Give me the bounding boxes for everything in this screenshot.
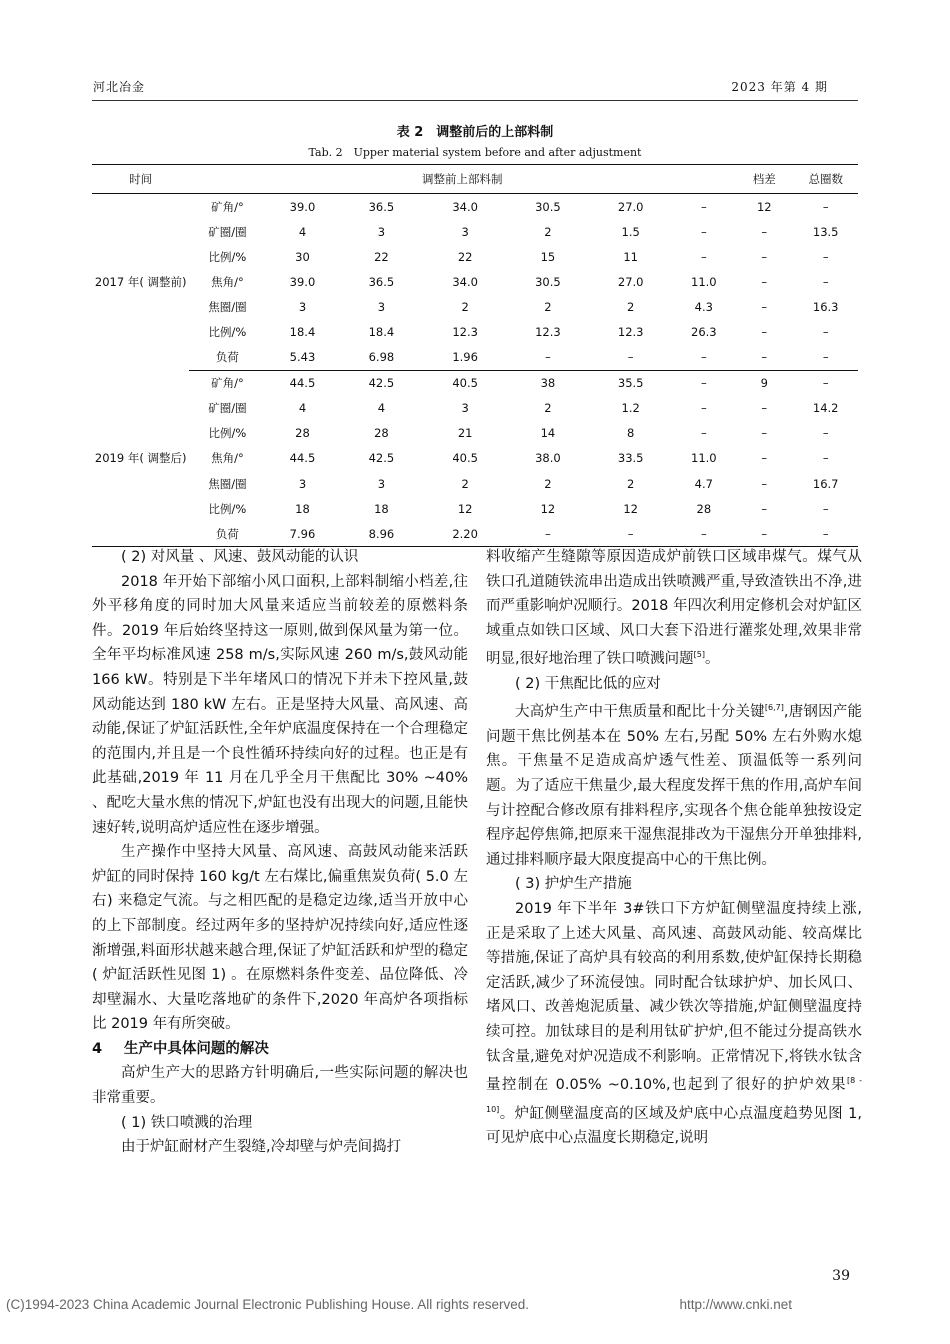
table-cell: 12 — [540, 501, 556, 516]
row-name: 矿圈/圈 — [208, 401, 247, 416]
diff-cell: – — [761, 476, 768, 491]
paragraph-text: ( 3) 护炉生产措施 — [515, 876, 632, 893]
paragraph-text: ( 2) 干焦配比低的应对 — [515, 675, 661, 692]
table-cell: 3 — [377, 299, 386, 314]
table-cell: 15 — [540, 249, 556, 264]
diff-cell: – — [761, 299, 768, 314]
table-cell: – — [700, 199, 707, 214]
group-label: 2017 年( 调整前) — [94, 275, 187, 290]
table-cell: 2 — [544, 401, 552, 416]
table-cell: 2 — [544, 476, 552, 491]
table-cell: 40.5 — [452, 451, 478, 466]
table-cell: 3 — [298, 476, 307, 491]
table-cell: 27.0 — [617, 274, 644, 289]
total-cell: 16.7 — [812, 476, 839, 491]
table-cell: 12.3 — [617, 325, 644, 340]
citation-ref: [6,7] — [764, 703, 784, 713]
citation-ref: [8 - 10] — [486, 1076, 863, 1114]
row-name: 比例/% — [208, 426, 247, 441]
paragraph — [486, 545, 862, 672]
table-row — [92, 421, 858, 446]
table-cell: 33.5 — [617, 451, 644, 466]
total-cell: – — [793, 345, 858, 371]
table-row — [92, 219, 858, 244]
table-caption-cn: 表 2 调整前后的上部料制 — [396, 125, 554, 140]
table-cell: 12.3 — [452, 325, 478, 340]
table-cell: 4 — [298, 224, 307, 239]
table-row — [92, 370, 858, 396]
table-cell: – — [589, 345, 673, 371]
page-number: 39 — [832, 1268, 850, 1284]
diff-cell: – — [735, 345, 793, 371]
table-cell: 3 — [461, 224, 469, 239]
table-cell: 2 — [461, 299, 469, 314]
cnki-url-footer: http://www.cnki.net — [679, 1297, 792, 1312]
paragraph — [486, 897, 862, 1151]
table-cell: 5.43 — [265, 345, 339, 371]
table-cell: 7.96 — [289, 526, 316, 541]
row-name: 比例/% — [208, 501, 247, 516]
table-cell: 18.4 — [368, 325, 395, 340]
table-cell: 28 — [374, 426, 389, 441]
diff-cell: – — [761, 224, 768, 239]
total-cell: – — [822, 376, 829, 391]
table-cell: 11.0 — [691, 274, 717, 289]
table-cell: 3 — [377, 476, 386, 491]
table-cell: – — [673, 345, 736, 371]
table-row — [92, 521, 858, 547]
table-cell: 36.5 — [368, 199, 395, 214]
paragraph-text-cont: 。炉缸侧壁温度高的区域及炉底中心点温度趋势见图 1,可见炉底中心点温度长期稳定,说明 — [486, 1105, 862, 1146]
table-cell: 30 — [295, 249, 310, 264]
table-cell: 12 — [457, 501, 473, 516]
table-cell: 2.20 — [452, 526, 478, 541]
row-name: 焦角/° — [211, 274, 244, 289]
row-name: 矿圈/圈 — [208, 224, 247, 239]
table-cell: 3 — [377, 224, 386, 239]
table-cell: 3 — [461, 401, 469, 416]
table-row — [92, 496, 858, 521]
paragraph — [486, 696, 862, 872]
table-cell: 8.96 — [368, 526, 395, 541]
table-cell: 14 — [540, 426, 556, 441]
table-cell: 39.0 — [289, 274, 316, 289]
table-cell: 1.5 — [621, 224, 640, 239]
table-cell: 2 — [461, 476, 469, 491]
diff-cell: – — [761, 274, 768, 289]
subsection-heading — [486, 672, 862, 697]
table-row — [92, 294, 858, 319]
diff-cell: 9 — [760, 376, 768, 391]
table-row — [92, 345, 858, 371]
table-cell: 3 — [298, 299, 307, 314]
table-cell: 2 — [627, 299, 635, 314]
diff-cell: – — [761, 325, 768, 340]
table-cell: 4.7 — [694, 476, 713, 491]
table-cell: 44.5 — [289, 451, 316, 466]
subsection-heading — [92, 545, 468, 570]
table-cell: 28 — [295, 426, 310, 441]
table-caption-en: Tab. 2 Upper material system before and after adjustment — [308, 146, 642, 159]
row-name: 比例/% — [208, 325, 247, 340]
paragraph-text-cont: 。 — [704, 651, 720, 668]
diff-cell: 12 — [756, 199, 772, 214]
table-cell: – — [700, 426, 707, 441]
paragraph-text: 2018 年开始下部缩小风口面积,上部料制缩小档差,往外平移角度的同时加大风量来适应当前较差的原燃料条件。2019 年后始终坚持这一原则,做到保风量为第一位。全年平均标准风速 258 m/s,实际风速 260 m/s,鼓风动能 166 kW。特别是下半年堵风口的情况下并未下控风量,鼓风动能达到 180 kW 左右。正是坚持大风量、高风速、高动能,保证了炉缸活跃性,全年炉底温度保持在一个合理稳定的范围内,并且是一个良性循环持续向好的过程。也正是有此基础,2019 年 11 月在几乎全月干焦配比 30% ~40% 、配吃大量水焦的情况下,炉缸也没有出现大的问题,且能快速好转,说明高炉适应性在逐步增强。 — [92, 573, 468, 836]
total-cell: 14.2 — [812, 401, 839, 416]
citation-ref: [5] — [693, 650, 705, 660]
table-cell: 38.0 — [535, 451, 561, 466]
total-cell: – — [822, 426, 829, 441]
subsection-heading — [92, 1111, 468, 1136]
header-before-system: 调整前上部料制 — [189, 165, 735, 194]
table-row — [92, 471, 858, 496]
paragraph-text: ( 1) 铁口喷溅的治理 — [121, 1114, 253, 1131]
table-cell: – — [700, 249, 707, 264]
section-heading — [92, 1037, 468, 1062]
paragraph — [92, 570, 468, 841]
left-text-column — [92, 545, 468, 1160]
row-name: 负荷 — [215, 526, 239, 541]
paragraph-text-cont: ,唐钢因产能问题干焦比例基本在 50% 左右,另配 50% 左右外购水熄焦。干焦量不足造成高炉透气性差、顶温低等一系列问题。为了适应干焦量少,最大程度发挥干焦的作用,高炉车间与计控配合修改原有排料程序,实现各个焦仓能单独按设定程序起停焦筛,把原来干湿焦混排改为干湿焦分开单独排料,通过排料顺序最大限度提高中心的干焦比例。 — [486, 704, 863, 868]
paragraph-text: 生产中具体问题的解决 — [123, 1040, 269, 1057]
table-cell: 28 — [696, 501, 712, 516]
table-cell: 12.3 — [535, 325, 561, 340]
paragraph-text: 料收缩产生缝隙等原因造成炉前铁口区域串煤气。煤气从铁口孔道随铁流串出造成出铁喷溅严重,导致渣铁出不净,进而严重影响炉况顺行。2018 年四次利用定修机会对炉缸区域重点如铁口区域、风口大套下沿进行灌浆处理,效果非常明显,很好地治理了铁口喷溅问题 — [486, 549, 862, 668]
table-row — [92, 269, 858, 294]
table-cell: 36.5 — [368, 274, 395, 289]
table-cell: 18 — [295, 501, 310, 516]
total-cell: – — [822, 249, 829, 264]
table-cell: – — [507, 345, 589, 371]
table-cell: 11.0 — [691, 451, 717, 466]
total-cell: 16.3 — [812, 299, 839, 314]
table-cell: 12 — [623, 501, 638, 516]
table-cell: 8 — [627, 426, 635, 441]
paragraph — [92, 840, 468, 1037]
diff-cell: – — [761, 426, 768, 441]
table-cell: 4 — [377, 401, 386, 416]
table-cell: 4.3 — [694, 299, 713, 314]
right-text-column — [486, 545, 862, 1151]
table-cell: 22 — [374, 249, 389, 264]
table-cell: 34.0 — [452, 274, 478, 289]
total-cell: – — [822, 325, 829, 340]
table-cell: 35.5 — [617, 376, 644, 391]
issue-label: 2023 年第 4 期 — [731, 80, 828, 94]
diff-cell: – — [761, 451, 768, 466]
header-total: 总圈数 — [793, 165, 858, 194]
table-cell: 18 — [374, 501, 389, 516]
table-cell: 22 — [457, 249, 473, 264]
table-cell: 42.5 — [368, 451, 395, 466]
total-cell: 13.5 — [812, 224, 839, 239]
total-cell: – — [822, 451, 829, 466]
paragraph-text: 生产操作中坚持大风量、高风速、高鼓风动能来活跃炉缸的同时保持 160 kg/t 左右煤比,偏重焦炭负荷( 5.0 左右) 来稳定气流。与之相匹配的是稳定边缘,适当开放中心的上下部制度。经过两年多的坚持炉况持续向好,适应性逐渐增强,料面形状越来越合理,保证了炉缸活跃和炉型的稳定( 炉缸活跃性见图 1) 。在原燃料条件变差、品位降低、冷却壁漏水、大量吃落地矿的条件下,2020 年高炉各项指标比 2019 年有所突破。 — [92, 844, 468, 1033]
diff-cell: – — [761, 501, 768, 516]
paragraph — [92, 1135, 468, 1160]
header-time: 时间 — [92, 165, 189, 194]
paragraph-text: 2019 年下半年 3#铁口下方炉缸侧壁温度持续上涨,正是采取了上述大风量、高风速、高鼓风动能、较高煤比等措施,保证了高炉具有较高的利用系数,使炉缸保持长期稳定活跃,减少了环流侵蚀。同时配合钛球护炉、加长风口、堵风口、改善炮泥质量、减少铁次等措施,炉缸侧壁温度持续可控。加钛球目的是利用钛矿护炉,但不能过分提高铁水钛含量,避免对炉况造成不利影响。正常情况下,将铁水钛含量控制在 0.05% ~0.10%,也起到了很好的护炉效果 — [486, 900, 862, 1093]
table-cell: 27.0 — [617, 199, 644, 214]
subsection-heading — [486, 872, 862, 897]
row-name: 矿角/° — [211, 376, 244, 391]
diff-cell: – — [761, 249, 768, 264]
paragraph-text: 高炉生产大的思路方针明确后,一些实际问题的解决也非常重要。 — [92, 1065, 468, 1107]
row-name: 负荷 — [189, 345, 265, 371]
paragraph-text: ( 2) 对风量 、风速、鼓风动能的认识 — [121, 549, 359, 565]
table-cell: 2 — [544, 299, 552, 314]
row-name: 比例/% — [208, 249, 247, 264]
diff-cell: – — [761, 526, 768, 541]
table-cell: 38 — [540, 376, 556, 391]
table-cell: – — [700, 376, 707, 391]
row-name: 焦圈/圈 — [208, 476, 247, 491]
total-cell: – — [822, 199, 829, 214]
total-cell: – — [822, 501, 829, 516]
row-name: 矿角/° — [211, 199, 244, 214]
row-name: 焦角/° — [211, 451, 244, 466]
group-label: 2019 年( 调整后) — [94, 451, 187, 466]
table-row — [92, 244, 858, 269]
copyright-footer: (C)1994-2023 China Academic Journal Electronic Publishing House. All rights reserved. — [6, 1297, 530, 1312]
table-row — [92, 446, 858, 471]
table-cell: 1.96 — [423, 345, 507, 371]
table-cell: 30.5 — [535, 199, 561, 214]
table-cell: 11 — [623, 249, 638, 264]
table-cell: 34.0 — [452, 199, 478, 214]
table-cell: 2 — [544, 224, 552, 239]
table-cell: 39.0 — [289, 199, 316, 214]
table-cell: – — [700, 224, 707, 239]
table-cell: 18.4 — [289, 325, 316, 340]
table-cell: 4 — [298, 401, 307, 416]
table-cell: – — [627, 526, 634, 541]
total-cell: – — [822, 526, 829, 541]
material-system-table — [92, 164, 858, 547]
total-cell: – — [822, 274, 829, 289]
section-number: 4 — [92, 1040, 103, 1057]
table-cell: 30.5 — [535, 274, 561, 289]
table-row — [92, 194, 858, 220]
table-cell: 40.5 — [452, 376, 478, 391]
table-row — [92, 396, 858, 421]
table-cell: 44.5 — [289, 376, 316, 391]
journal-name: 河北冶金 — [93, 80, 146, 94]
table-cell: 21 — [457, 426, 473, 441]
table-row — [92, 319, 858, 344]
table-cell: 6.98 — [340, 345, 424, 371]
table-cell: 1.2 — [621, 401, 640, 416]
paragraph — [92, 1061, 468, 1110]
paragraph-text: 大高炉生产中干焦质量和配比十分关键 — [515, 704, 765, 721]
table-cell: – — [700, 401, 707, 416]
header-diff: 档差 — [735, 165, 793, 194]
row-name: 焦圈/圈 — [208, 299, 247, 314]
table-header-row — [92, 165, 858, 194]
table-cell: 26.3 — [691, 325, 717, 340]
table-cell: 42.5 — [368, 376, 395, 391]
diff-cell: – — [761, 401, 768, 416]
table-cell: 2 — [627, 476, 635, 491]
header-rule — [92, 100, 858, 101]
paragraph-text: 由于炉缸耐材产生裂缝,冷却壁与炉壳间捣打 — [121, 1139, 402, 1156]
table-cell: – — [545, 526, 551, 541]
table-cell: – — [700, 526, 707, 541]
